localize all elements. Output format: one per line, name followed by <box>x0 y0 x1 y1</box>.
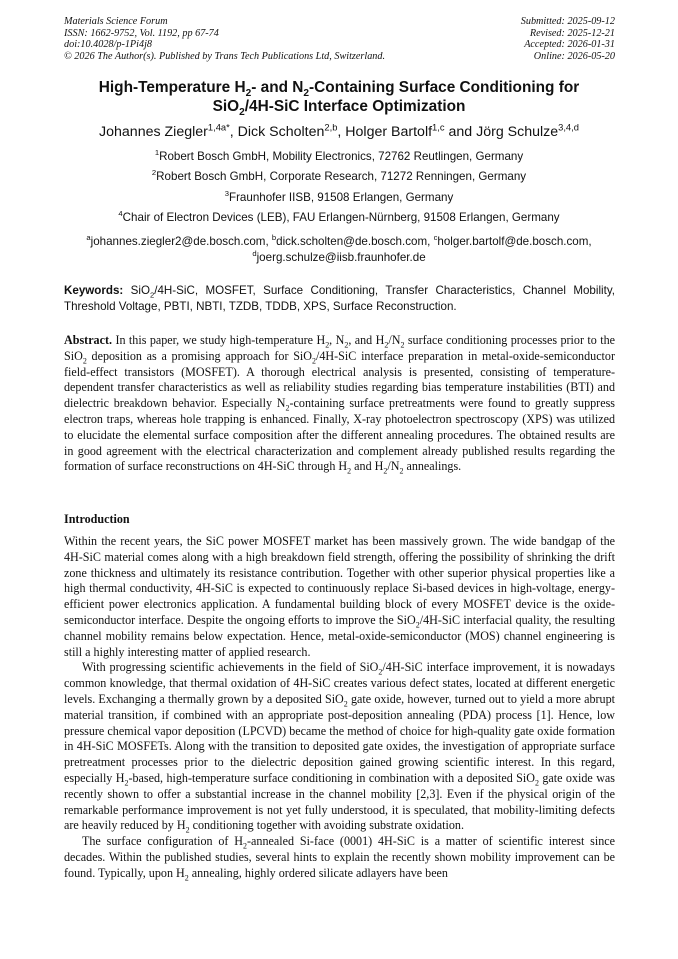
email-address[interactable]: joerg.schulze@iisb.fraunhofer.de <box>256 250 426 264</box>
title-sub: 2 <box>239 106 245 118</box>
affiliation-text: Chair of Electron Devices (LEB), FAU Erlangen-Nürnberg, 91508 Erlangen, Germany <box>122 211 560 225</box>
abstract-label: Abstract. <box>64 333 113 347</box>
journal-doi: doi:10.4028/p-1Pi4j8 <box>64 39 153 51</box>
paragraph-text: /4H-SiC interface improvement, it is nowadays common knowledge, that thermal oxidation of 4H-SiC creates various defect states, located at different energetic levels. Exchanging a thermally grown by a deposited SiO <box>64 660 615 706</box>
keywords-sub: 2 <box>150 290 155 300</box>
affiliation-mark: 3 <box>224 188 229 198</box>
title-text: /4H-SiC Interface Optimization <box>244 97 466 115</box>
abstract-text: and H <box>351 459 384 474</box>
paragraph-text: gate oxide, however, turned out to yield a more abrupt material transition, if combined with an appropriate post-deposition annealing (PDA) process [1]. Hence, low pressure chemical vapor deposition (LPCVD) became the method of choice for high-quality gate oxide formation in 4H-SiC MOSFETs. Along with the transition to deposited gate oxides, the investigation of appropriate surface pretreatment processes prior to the dielectric deposition gained growing scientific interest. In this regard, especially H <box>64 691 615 785</box>
author-affiliation-mark: 2,b <box>324 122 338 133</box>
affiliation-text: Fraunhofer IISB, 91508 Erlangen, Germany <box>228 190 454 204</box>
paragraph-sub: 2 <box>243 841 248 851</box>
paragraph <box>64 660 615 834</box>
paragraph-text: -based, high-temperature surface conditioning in combination with a deposited SiO <box>128 770 535 785</box>
paragraph-text: Within the recent years, the SiC power MOSFET market has been massively grown. The wide bandgap of the 4H-SiC material comes along with a high breakdown field strength, offering the possibility of shrinking the drift zone thickness and ultimately its resistance contribution. Together with other superior physical properties like a high thermal conductivity, 4H-SiC is expected to continuously replace Si-based devices in high-voltage, energy-efficient power electronics application. A fundamental building block of every MOSFET device is the oxide-semiconductor interface. Despite the ongoing efforts to improve the SiO <box>64 534 615 627</box>
date-submitted: Submitted: 2025-09-12 <box>520 16 615 27</box>
paragraph-text: /4H-SiC interfacial quality, the resulting channel mobility remains below expectation. Hence, metal-oxide-semiconductor (MOS) channel engineering is still a highly interesting matter of applied research. <box>64 612 615 659</box>
email-address[interactable]: holger.bartolf@de.bosch.com, <box>437 235 592 248</box>
abstract-text: /4H-SiC interface preparation in metal-oxide-semiconductor field-effect transistors (MOSFET). A thorough electrical analysis is presented, consisting of temperature-dependent transfer characteristics as well as reliability studies regarding bias temperature instabilities (BTI) and dielectric breakdown behavior. Especially N <box>64 348 615 411</box>
abstract-text: , N <box>329 333 345 347</box>
paper-title <box>40 79 638 116</box>
paragraph <box>64 534 615 660</box>
abstract-text: /N <box>387 459 400 474</box>
paragraph-sub: 2 <box>378 667 383 677</box>
abstract-text: annealings. <box>403 459 462 474</box>
affiliation-list <box>50 150 628 232</box>
keywords-label: Keywords: <box>64 284 124 297</box>
paragraph-sub: 2 <box>124 778 129 788</box>
abstract-sub: 2 <box>400 340 405 350</box>
email-mark: c <box>433 233 438 243</box>
affiliation-item <box>50 188 628 211</box>
author-name: Holger Bartolf <box>345 124 433 140</box>
abstract-text: , and H <box>348 333 385 347</box>
abstract-sub: 2 <box>325 340 330 350</box>
author-affiliation-mark: 1,c <box>432 122 445 133</box>
email-mark: d <box>252 248 257 258</box>
affiliation-mark: 4 <box>118 209 123 219</box>
paragraph-text: With progressing scientific achievements in the field of SiO <box>82 660 379 675</box>
journal-info <box>64 16 385 62</box>
affiliation-mark: 1 <box>154 148 160 158</box>
email-address[interactable]: johannes.ziegler2@de.bosch.com, <box>90 235 272 248</box>
author-separator: , <box>337 124 346 140</box>
author-separator: and <box>444 124 477 140</box>
paragraph-text: annealing, highly ordered silicate adlayers have been <box>188 865 448 880</box>
paragraph <box>64 834 615 881</box>
title-sub: 2 <box>303 88 310 100</box>
abstract-text: /N <box>388 333 401 347</box>
affiliation-text: Robert Bosch GmbH, Mobility Electronics, 72762 Reutlingen, Germany <box>159 150 524 163</box>
abstract-sub: 2 <box>312 356 317 366</box>
affiliation-mark: 2 <box>151 168 157 178</box>
abstract-sub: 2 <box>344 340 349 350</box>
abstract-sub: 2 <box>383 466 388 476</box>
author-affiliation-mark: 1,4a* <box>207 122 230 133</box>
title-sub: 2 <box>245 88 252 100</box>
title-text: -Containing Surface Conditioning for <box>309 79 580 96</box>
abstract-sub: 2 <box>384 340 389 350</box>
keywords-section <box>64 283 615 314</box>
abstract-text: -containing surface pretreatments were found to greatly suppress electron traps, whereas hole trapping is enhanced. Finally, X-ray photoelectron spectroscopy (XPS) was utilized to elucidate the elemental surface composition after the different annealing procedures. The obtained results are in good agreement with the electrical characterization and complement already published results regarding the formation of surface reconstructions on 4H-SiC through H <box>64 396 615 474</box>
affiliation-item <box>50 211 628 231</box>
email-line <box>60 250 618 266</box>
abstract-section <box>64 333 615 475</box>
abstract-sub: 2 <box>347 466 352 476</box>
date-online: Online: 2026-05-20 <box>533 50 615 62</box>
abstract-sub: 2 <box>399 466 404 476</box>
author-name: Dick Scholten <box>237 124 325 140</box>
paragraph-sub: 2 <box>184 873 189 883</box>
paragraph-text: The surface configuration of H <box>82 834 244 849</box>
journal-copyright: © 2026 The Author(s). Published by Trans Tech Publications Ltd, Switzerland. <box>64 50 386 62</box>
author-affiliation-mark: 3,4,d <box>558 122 579 133</box>
keywords-text: /4H-SiC, MOSFET, Surface Conditioning, Transfer Characteristics, Channel Mobility, Threshold Voltage, PBTI, NBTI, TZDB, TDDB, XPS, Surface Reconstruction. <box>64 284 615 313</box>
abstract-text: surface conditioning processes prior to the SiO <box>64 333 615 363</box>
abstract-sub: 2 <box>82 356 87 366</box>
introduction-body <box>64 534 615 882</box>
journal-name: Materials Science Forum <box>64 16 168 27</box>
paragraph-sub: 2 <box>534 778 539 788</box>
affiliation-text: Robert Bosch GmbH, Corporate Research, 71272 Renningen, Germany <box>156 170 527 184</box>
author-name: Jörg Schulze <box>476 124 559 140</box>
affiliation-item <box>50 170 628 190</box>
paragraph-text: gate oxide was recently shown to offer a substantial increase in the channel mobility [2,3]. Even if the physical origin of the remarkable performance improvement is not yet fully understood, it is speculated, that mobility-limiting defects are heavily reduced by H <box>64 770 615 833</box>
author-name: Johannes Ziegler <box>99 124 208 140</box>
affiliation-item <box>50 150 628 170</box>
date-accepted: Accepted: 2026-01-31 <box>524 39 615 51</box>
keywords-text: SiO <box>123 284 151 297</box>
email-mark: b <box>271 233 277 243</box>
title-text: - and N <box>251 79 304 96</box>
title-text: SiO <box>212 97 240 115</box>
email-address[interactable]: dick.scholten@de.bosch.com, <box>276 235 434 248</box>
abstract-text: In this paper, we study high-temperature H <box>112 333 326 347</box>
author-list <box>30 123 648 141</box>
section-heading-introduction: Introduction <box>64 512 130 526</box>
email-list <box>60 234 618 265</box>
paragraph-text: -annealed Si-face (0001) 4H-SiC is a matter of scientific interest since decades. Within the published studies, several hints to explain the recently shown mobility improvement can be found. Typically, upon H <box>64 834 615 880</box>
paragraph-sub: 2 <box>343 699 348 709</box>
journal-dates <box>521 16 615 62</box>
abstract-text: deposition as a promising approach for SiO <box>86 348 313 363</box>
email-line <box>60 234 618 250</box>
abstract-sub: 2 <box>285 403 290 413</box>
paragraph-text: conditioning together with avoiding substrate oxidation. <box>189 818 464 833</box>
title-text: High-Temperature H <box>98 79 246 96</box>
author-separator: , <box>229 124 238 140</box>
paragraph-sub: 2 <box>185 825 190 835</box>
date-revised: Revised: 2025-12-21 <box>529 27 615 39</box>
journal-issn: ISSN: 1662-9752, Vol. 1192, pp 67-74 <box>64 27 219 39</box>
paragraph-sub: 2 <box>415 620 420 630</box>
email-mark: a <box>86 233 91 243</box>
